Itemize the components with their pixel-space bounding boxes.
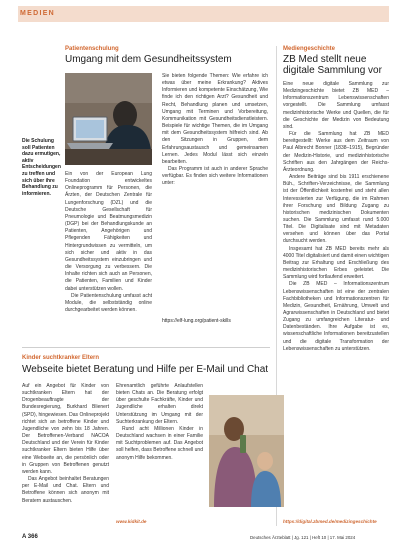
article1-photo [65,73,152,165]
article1-column-1 [65,171,152,336]
article1-column-2 [162,73,268,317]
article3-headline: Webseite bietet Beratung und Hilfe per E-Mail und Chat [22,364,269,375]
journal-line: Deutsches Ärzteblatt | Jg. 121 | Heft 10 | 17. Mai 2024 [250,535,356,540]
divider [22,347,270,348]
paragraph: Eine neue digitale Sammlung zur Medizingeschichte bietet ZB MED – Informationszentrum Lebenswissenschaften vorgestellt. Die Sammlung umfasst medizinhistorische Werke und Quellen, die für die Geschichte der Medizin von Bedeutung sind. [283,81,389,130]
article1-kicker: Patientenschulung [65,46,119,52]
section-rubric: MEDIEN [18,6,389,22]
article3-photo [209,395,284,507]
paragraph: Sie bieten folgende Themen: Wie erfahre ich etwas über meine Erkrankung? Aktives Informieren und kompetente Einschätzung, Wie finde ich den richtigen Arzt? Gesundheit und Recht, Behandlung planen und umsetzen, Umgang mit Terminen und Vorbereitung, Kommunikation mit Gesundheitsdienstleistern. Beispiele für wichtige Themen, die im Umgang mit dem Gesundheitssystem hilfreich sind. Ab den Sitzungen in Gruppen, dem Erfahrungsaustausch und gemeinsamen Lernen. Jedes Modul lässt sich einzeln bearbeiten. [162,73,268,165]
paragraph: Das Programm ist auch in anderer Sprache verfügbar. Es finden sich weitere Informationen unter: [162,166,268,187]
paragraph: Auf ein Angebot für Kinder von suchtkranken Eltern hat der Drogenbeauftragte der Bundesregierung, Burkhard Blienert (SPD), hingewiesen. Das Onlineprojekt richtet sich an betroffene Kinder und Jugendliche von zehn bis 18 Jahren. Der Betroffenen-Verband NACOA Deutschland und der Verein für Kinder suchtkranker Eltern bieten Hilfe über eine Webseite an, die persönlich oder in Gruppen von Betroffenen genutzt werden kann. [22,383,109,475]
article3-column-1 [22,383,109,527]
paragraph: Die Patientenschulung umfasst acht Module, die selbstständig online durchgearbeitet werden können. [65,292,152,313]
article1-headline: Umgang mit dem Gesundheitssystem [65,54,232,65]
page-number: A 366 [22,534,38,540]
article2-link[interactable]: https://digital.zbmed.de/medizingeschichte [283,519,377,524]
paragraph: Rund acht Millionen Kinder in Deutschland wachsen in einer Familie mit Suchtproblemen auf. Das Angebot soll helfen, dass Betroffene schnell und anonym Hilfe bekommen. [116,425,203,461]
paragraph: Die ZB MED – Informationszentrum Lebenswissenschaften ist eine der zentralen Fachbibliotheken und Informationszentren für Medizin, Gesundheit, Ernährung, Umwelt und Agrarwissenschaften in Deutschland und bietet Zugang zu umfangreichen Literatur- und Datenbeständen. Ihre Aufgabe ist es, wissenschaftliche Informationen bereitzustellen und die digitale Transformation der Lebenswissenschaften zu unterstützen. [283,281,389,352]
paragraph: Ein von der European Lung Foundation entwickeltes Onlineprogramm für Personen, die Ärzten, der Deutschen Zentrale für Lungenforschung (DZL) und die Deutsche Gesellschaft für Pneumologie und Beatmungsmedizin (DGP) bei der Behandlungskunde an Patienten, Angehörigen und Pflegenden Fähigkeiten und Hintergrundwissen zu vermitteln, um sich sicher und aktiv in das Gesundheitssystem einzubringen und die Versorgung zu verbessern. Die Inhalte richten sich auch an Personen, die Patienten, Familien und Kinder dabei unterstützen wollen. [65,171,152,292]
article3-link[interactable]: www.kidkit.de [116,519,147,524]
article1-link[interactable]: https://elf-lung.org/patient-skills [162,318,231,324]
paragraph: Das Angebot beinhaltet Beratungen per E-Mail und Chat. Eltern und Betroffene können sich anonym mit Beratern austauschen. [22,476,109,504]
paragraph: Ehrenamtlich geführte Anlaufstellen bieten Chats an. Die Beratung erfolgt über geschulte Fachkräfte, Kinder und Jugendliche erhalten direkt Unterstützung im Umgang mit der Suchterkrankung der Eltern. [116,383,203,425]
article2-headline: ZB Med stellt neue digitale Sammlung vor [283,54,382,76]
article3-column-2 [116,383,203,517]
paragraph: Für die Sammlung hat ZB MED bereitgestellt: Werke aus dem Zeitraum von Paul Albrecht Bonner (1838–1915), Begründer der Medizin-Historie, und medizinhistorische Schriften aus den Jahrgängen der Reichs-Ärzteordnung. [283,131,389,173]
paragraph: Andere Beiträge sind bis 1911 erschienene Büh., Schriften-Verzeichnisse, die Sammlung ist der Öffentlichkeit kostenfrei und steht allen Interessierten zur Verfügung, die im Rahmen ihrer Forschung und Bildung Zugang zu historischen medizinischen Dokumenten suchen. Die Sammlung umfasst rund 5.000 Titel. Die Digitalisate sind mit Metadaten versehen und können über das Portal durchsucht werden. [283,174,389,245]
laptop-user-photo-icon [65,73,152,165]
mother-child-photo-icon [209,395,284,507]
article2-kicker: Mediengeschichte [283,46,336,52]
article2-body [283,81,389,517]
paragraph: Insgesamt hat ZB MED bereits mehr als 4000 Titel digitalisiert und damit einen wichtigen Beitrag zur Erhaltung und Erschließung des medizinhistorischen Erbes geleistet. Die Sammlung wird fortlaufend erweitert. [283,245,389,281]
article3-kicker: Kinder suchtkranker Eltern [22,355,100,361]
article1-caption: Die Schulung soll Patienten dazu ermutigen, aktiv Entscheidungen zu treffen und sich über ihre Behandlung zu informieren. [22,138,61,197]
